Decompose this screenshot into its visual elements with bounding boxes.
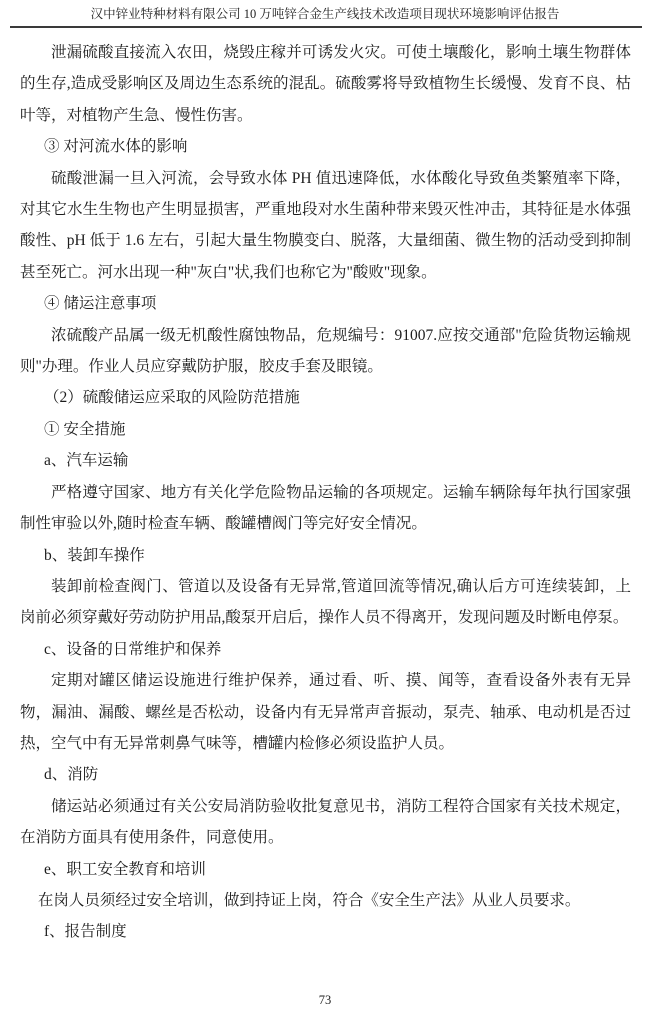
paragraph: 装卸前检查阀门、管道以及设备有无异常,管道回流等情况,确认后方可连续装卸，上岗前必须穿戴好劳动防护用品,酸泵开启后，操作人员不得离开，发现问题及时断电停泵。 — [20, 577, 631, 627]
section-heading: d、消防 — [44, 766, 99, 784]
section-heading: e、职工安全教育和培训 — [44, 860, 206, 878]
section-heading: f、报告制度 — [44, 923, 127, 941]
page-number: 73 — [318, 993, 332, 1007]
section-heading: b、装卸车操作 — [44, 546, 145, 564]
header-title: 汉中锌业特种材料有限公司 10 万吨锌合金生产线技术改造项目现状环境影响评估报告 — [90, 7, 560, 21]
section-heading: （2）硫酸储运应采取的风险防范措施 — [44, 389, 300, 407]
section-heading: ④ 储运注意事项 — [44, 295, 157, 313]
section-heading: ① 安全措施 — [44, 420, 126, 438]
paragraph: 硫酸泄漏一旦入河流，会导致水体 PH 值迅速降低，水体酸化导致鱼类繁殖率下降，对其它水生生物也产生明显损害，严重地段对水生菌种带来毁灭性冲击，其特征是水体强酸性、pH 低于 1.6 左右，引起大量生物膜变白、脱落，大量细菌、微生物的活动受到抑制甚至死亡。河水出现一种"灰白"状,我们也称它为"酸败"现象。 — [20, 169, 631, 281]
paragraph: 浓硫酸产品属一级无机酸性腐蚀物品，危规编号：91007.应按交通部"危险货物运输规则"办理。作业人员应穿戴防护服，胶皮手套及眼镜。 — [20, 326, 631, 376]
paragraph: 定期对罐区储运设施进行维护保养，通过看、听、摸、闻等，查看设备外表有无异物，漏油、漏酸、螺丝是否松动，设备内有无异常声音振动，泵壳、轴承、电动机是否过热，空气中有无异常刺鼻气味等，槽罐内检修必须设监护人员。 — [20, 672, 631, 752]
header-rule — [10, 26, 642, 28]
document-body — [20, 37, 631, 948]
paragraph: 储运站必须通过有关公安局消防验收批复意见书，消防工程符合国家有关技术规定，在消防方面具有使用条件，同意使用。 — [20, 797, 631, 847]
paragraph: 严格遵守国家、地方有关化学危险物品运输的各项规定。运输车辆除每年执行国家强制性审验以外,随时检查车辆、酸罐槽阀门等完好安全情况。 — [20, 483, 631, 533]
section-heading: c、设备的日常维护和保养 — [44, 640, 222, 658]
section-heading: ③ 对河流水体的影响 — [44, 138, 188, 156]
paragraph: 在岗人员须经过安全培训，做到持证上岗，符合《安全生产法》从业人员要求。 — [37, 891, 581, 909]
page-header — [0, 6, 650, 22]
paragraph: 泄漏硫酸直接流入农田，烧毁庄稼并可诱发火灾。可使土壤酸化，影响土壤生物群体的生存,造成受影响区及周边生态系统的混乱。硫酸雾将导致植物生长缓慢、发育不良、枯叶等，对植物产生急、慢性伤害。 — [20, 44, 631, 124]
section-heading: a、汽车运输 — [44, 452, 129, 470]
page-footer — [0, 993, 650, 1008]
